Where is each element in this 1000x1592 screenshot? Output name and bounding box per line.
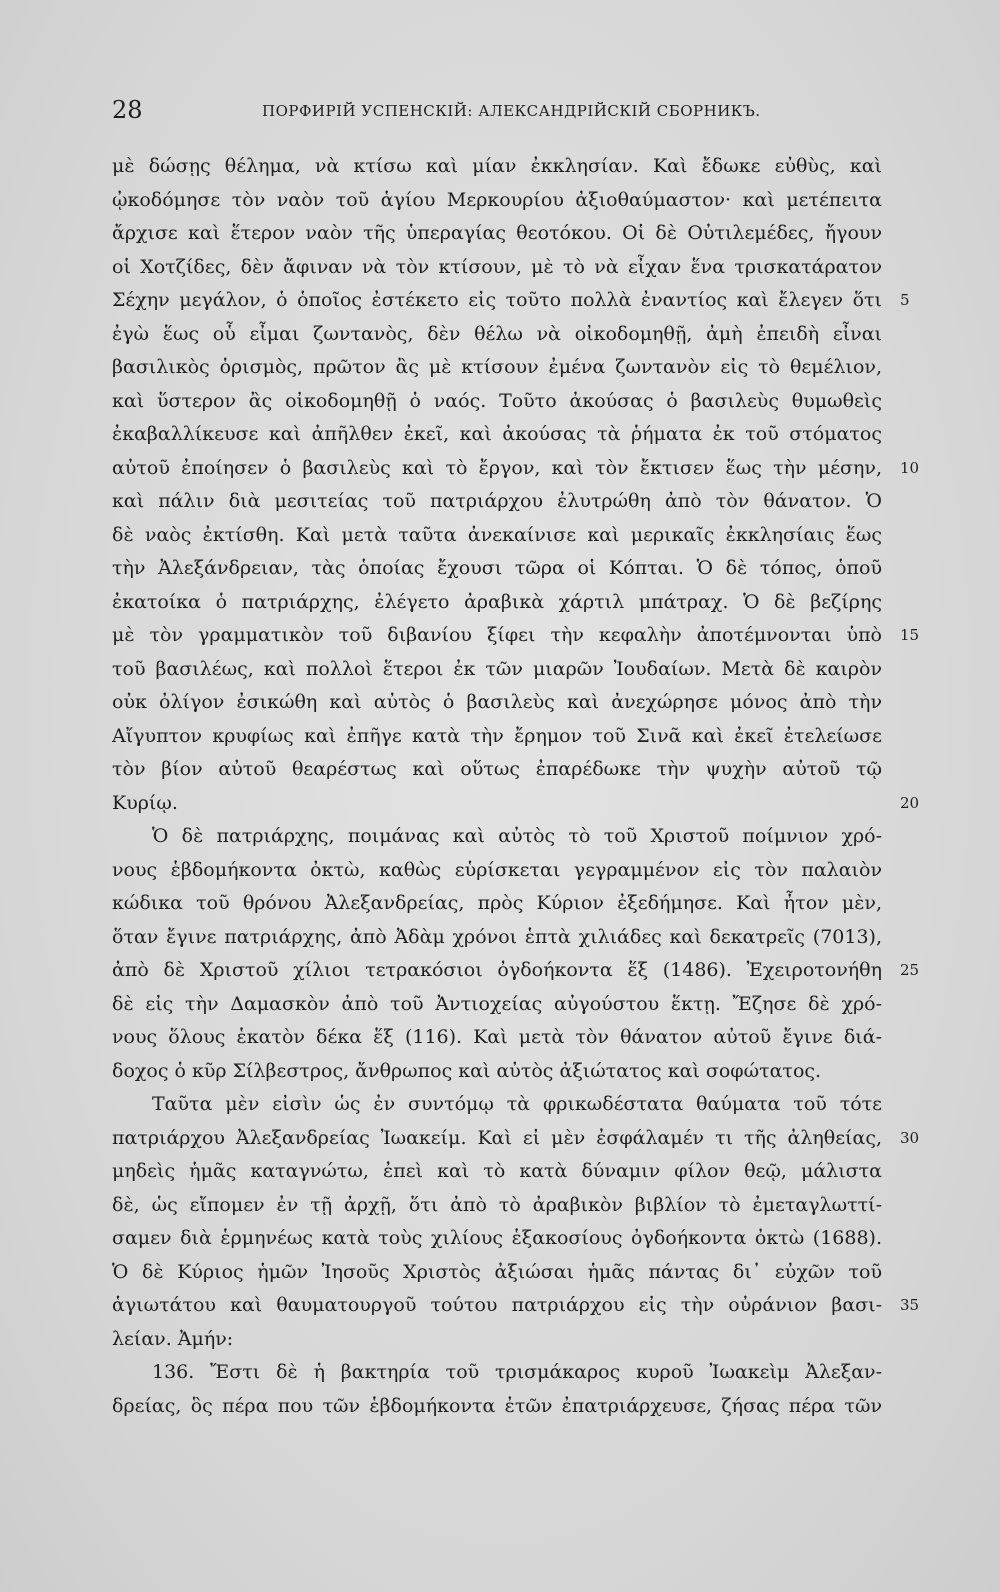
text-line: πατριάρχου Ἀλεξανδρείας Ἰωακείμ. Καὶ εἰ μὲν ἐσφάλαμέν τι τῆς ἀληθείας,: [112, 1126, 882, 1149]
text-line: ἀπὸ δὲ Χριστοῦ χίλιοι τετρακόσιοι ὀγδοήκοντα ἕξ (1486). Ἐχειροτονήθη: [112, 959, 882, 981]
text-line: Σέχην μεγάλον, ὁ ὁποῖος ἐστέκετο εἰς τοῦτο πολλὰ ἐναντίος καὶ ἔλεγεν ὅτι: [112, 289, 882, 311]
line-number: 35: [900, 1296, 920, 1314]
text-line: ἐγὼ ἕως οὗ εἶμαι ζωντανὸς, δὲν θέλω νὰ οἰκοδομηθῇ, ἀμὴ ἐπειδὴ εἶναι: [112, 322, 882, 345]
text-line: Αἴγυπτον κρυφίως καὶ ἐπῆγε κατὰ τὴν ἔρημον τοῦ Σινᾶ καὶ ἐκεῖ ἐτελείωσε: [112, 724, 882, 747]
text-line: Ταῦτα μὲν εἰσὶν ὡς ἐν συντόμῳ τὰ φρικωδέστατα θαύματα τοῦ τότε: [152, 1093, 882, 1115]
text-line: αὐτοῦ ἐποίησεν ὁ βασιλεὺς καὶ τὸ ἔργον, καὶ τὸν ἔκτισεν ἕως τὴν μέσην,: [112, 456, 882, 479]
text-line: δὲ, ὡς εἴπομεν ἐν τῇ ἀρχῇ, ὅτι ἀπὸ τὸ ἀραβικὸν βιβλίον τὸ ἐμεταγλωττί-: [112, 1193, 882, 1216]
text-line: ἐκατοίκα ὁ πατριάρχης, ἐλέγετο ἀραβικὰ χάρτιλ μπάτραχ. Ὁ δὲ βεζίρης: [112, 590, 882, 613]
text-line: μηδεὶς ἡμᾶς καταγνώτω, ἐπεὶ καὶ τὸ κατὰ δύναμιν φίλον θεῷ, μάλιστα: [112, 1160, 882, 1182]
text-line: καὶ πάλιν διὰ μεσιτείας τοῦ πατριάρχου ἐλυτρώθη ἀπὸ τὸν θάνατον. Ὁ: [112, 490, 882, 512]
text-line: ἄρχισε καὶ ἕτερον ναὸν τῆς ὑπεραγίας θεοτόκου. Οἱ δὲ Οὐτιλεμέδες, ἤγουν: [112, 222, 882, 244]
text-line: οἱ Χοτζίδες, δὲν ἄφιναν νὰ τὸν κτίσουν, μὲ τὸ νὰ εἶχαν ἕνα τρισκατάρατον: [112, 255, 882, 278]
text-line: ὅταν ἔγινε πατριάρχης, ἀπὸ Ἀδὰμ χρόνοι ἑπτὰ χιλιάδες καὶ δεκατρεῖς (7013),: [112, 925, 882, 948]
text-line: μὲ δώσῃς θέλημα, νὰ κτίσω καὶ μίαν ἐκκλησίαν. Καὶ ἔδωκε εὐθὺς, καὶ: [112, 155, 882, 177]
line-number: 25: [900, 961, 920, 979]
text-line: νους ὅλους ἑκατὸν δέκα ἕξ (116). Καὶ μετὰ τὸν θάνατον αὐτοῦ ἔγινε διά-: [112, 1026, 882, 1048]
text-line: οὐκ ὀλίγον ἐσικώθη καὶ αὐτὸς ὁ βασιλεὺς καὶ ἀνεχώρησε μόνος ἀπὸ τὴν: [112, 691, 882, 713]
line-number: 30: [900, 1128, 920, 1147]
text-line: κώδικα τοῦ θρόνου Ἀλεξανδρείας, πρὸς Κύριον ἐξεδήμησε. Καὶ ἦτον μὲν,: [112, 892, 882, 914]
line-number: 15: [900, 626, 920, 644]
text-line: Κυρίῳ.: [112, 791, 178, 814]
page-number: 28: [112, 96, 143, 124]
running-title: ПОРФИРІЙ УСПЕНСКІЙ: АЛЕКСАНДРІЙСКІЙ СБОРНИКЪ.: [262, 102, 761, 120]
text-line: Ὁ δὲ Κύριος ἡμῶν Ἰησοῦς Χριστὸς ἀξιώσαι ἡμᾶς πάντας δι᾽ εὐχῶν τοῦ: [112, 1260, 882, 1283]
text-line: δρείας, ὃς πέρα που τῶν ἑβδομήκοντα ἐτῶν ἐπατριάρχευσε, ζήσας πέρα τῶν: [112, 1394, 882, 1417]
text-line: μὲ τὸν γραμματικὸν τοῦ διβανίου ξίφει τὴν κεφαλὴν ἀποτέμνονται ὑπὸ: [112, 624, 882, 646]
text-line: τὸν βίον αὐτοῦ θεαρέστως καὶ οὕτως ἐπαρέδωκε τὴν ψυχὴν αὐτοῦ τῷ: [112, 758, 882, 780]
text-body: [112, 150, 882, 1423]
text-line: λείαν. Ἀμήν:: [112, 1327, 234, 1350]
text-line: ἐκαβαλλίκευσε καὶ ἀπῆλθεν ἐκεῖ, καὶ ἀκούσας τὰ ῥήματα ἐκ τοῦ στόματος: [112, 423, 882, 445]
text-line: Ὁ δὲ πατριάρχης, ποιμάνας καὶ αὐτὸς τὸ τοῦ Χριστοῦ ποίμνιον χρό-: [152, 825, 882, 847]
text-line: 136. Ἔστι δὲ ἡ βακτηρία τοῦ τρισμάκαρος κυροῦ Ἰωακεὶμ Ἀλεξαν-: [152, 1361, 882, 1383]
text-line: δὲ εἰς τὴν Δαμασκὸν ἀπὸ τοῦ Ἀντιοχείας αὐγούστου ἕκτῃ. Ἔζησε δὲ χρό-: [112, 992, 882, 1015]
text-line: ᾠκοδόμησε τὸν ναὸν τοῦ ἁγίου Μερκουρίου ἀξιοθαύμαστον· καὶ μετέπειτα: [112, 188, 882, 211]
text-line: βασιλικὸς ὁρισμὸς, πρῶτον ἂς μὲ κτίσουν ἐμένα ζωντανὸν εἰς τὸ θεμέλιον,: [112, 356, 882, 378]
text-line: νους ἑβδομήκοντα ὀκτὼ, καθὼς εὑρίσκεται γεγραμμένον εἰς τὸν παλαιὸν: [112, 858, 882, 881]
line-number: 10: [900, 458, 920, 477]
text-line: δοχος ὁ κῦρ Σίλβεστρος, ἄνθρωπος καὶ αὐτὸς ἀξιώτατος καὶ σοφώτατος.: [112, 1059, 822, 1082]
text-line: τοῦ βασιλέως, καὶ πολλοὶ ἕτεροι ἐκ τῶν μιαρῶν Ἰουδαίων. Μετὰ δὲ καιρὸν: [112, 657, 882, 680]
line-number: 20: [900, 793, 920, 812]
text-line: ἁγιωτάτου καὶ θαυματουργοῦ τούτου πατριάρχου εἰς τὴν οὐράνιον βασι-: [112, 1294, 882, 1316]
text-line: δὲ ναὸς ἐκτίσθη. Καὶ μετὰ ταῦτα ἀνεκαίνισε καὶ μερικαῖς ἐκκλησίαις ἕως: [112, 523, 882, 546]
line-number: 5: [900, 291, 910, 309]
text-line: σαμεν διὰ ἑρμηνέως κατὰ τοὺς χιλίους ἑξακοσίους ὀγδοήκοντα ὀκτὼ (1688).: [112, 1227, 882, 1249]
page-header: [112, 96, 902, 124]
text-line: τὴν Ἀλεξάνδρειαν, τὰς ὁποίας ἔχουσι τῶρα οἱ Κόπται. Ὁ δὲ τόπος, ὁποῦ: [112, 557, 882, 579]
text-line: καὶ ὕστερον ἂς οἰκοδομηθῇ ὁ ναός. Τοῦτο ἀκούσας ὁ βασιλεὺς θυμωθεὶς: [112, 389, 882, 412]
